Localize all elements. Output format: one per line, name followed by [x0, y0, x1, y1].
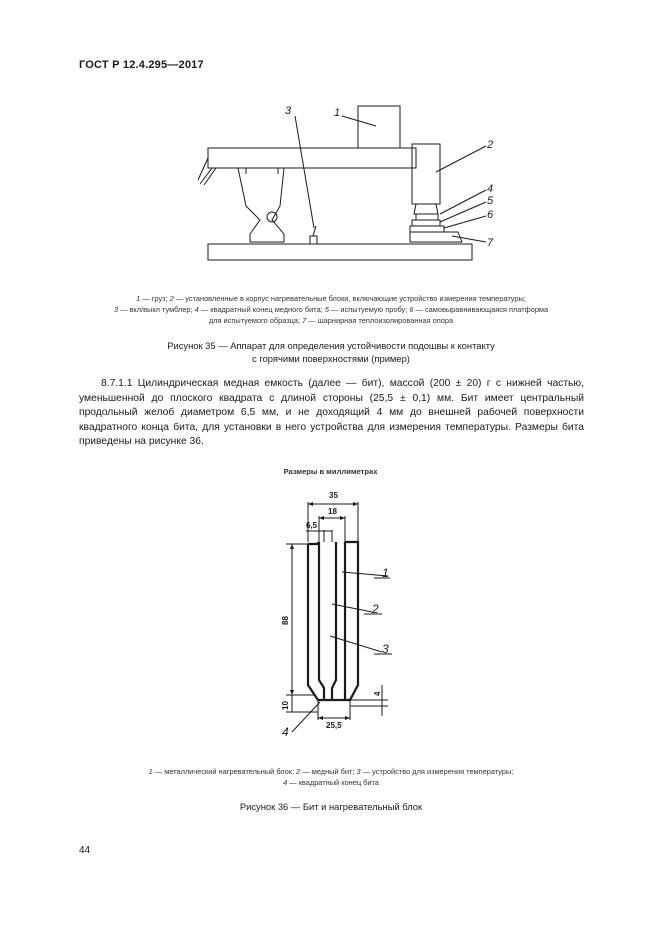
toggle-switch [310, 236, 317, 244]
figure-36-legend: 1 — металлический нагревательный блок; 2 — медный бит; 3 — устройство для измерения температуры; 4 — квадратный конец бита [148, 767, 514, 787]
callout-36-3: 3 [382, 642, 389, 656]
page-number: 44 [79, 845, 91, 856]
figure-36-title: Рисунок 36 — Бит и нагревательный блок [239, 801, 423, 812]
figure-36-drawing [270, 480, 400, 742]
page-header: ГОСТ Р 12.4.295—2017 [79, 59, 204, 71]
base-plate [208, 244, 472, 260]
callout-2: 2 [487, 139, 494, 151]
hinged-support [410, 232, 462, 242]
body-paragraph: 8.7.1.1 Цилиндрическая медная емкость (далее — бит), массой (200 ± 20) г с нижней частью, уменьшенной до плоского квадрата с длиной стороны (25,5 ± 0,1) мм. Бит имеет центральный продольный желоб диаметром 6,5 мм, и не доходящий 4 мм до внешней рабочей поверхности квадратного конца бита, для установки в него устройства для измерения температуры. Размеры бита приведены на рисунке 36. [79, 378, 584, 447]
beam [208, 148, 416, 168]
heater-block-outline [308, 542, 358, 700]
left-support [238, 168, 284, 242]
callout-3: 3 [285, 105, 292, 117]
figure-35-drawing [190, 96, 494, 266]
callout-1: 1 [334, 107, 341, 119]
figure-35-title: Рисунок 35 — Аппарат для определения устойчивости подошвы к контакту с горячими поверхностями (пример) [167, 340, 495, 364]
callout-36-4: 4 [282, 725, 289, 739]
dim-4-label: 4 [373, 691, 382, 696]
weight-block [358, 106, 400, 148]
units-note: Размеры в миллиметрах [283, 467, 378, 476]
callout-7: 7 [487, 237, 494, 249]
dim-88-label: 88 [281, 616, 290, 625]
callout-4: 4 [487, 183, 494, 195]
callout-6: 6 [487, 209, 494, 221]
dim-18-label: 18 [328, 507, 337, 516]
callout-36-1: 1 [382, 566, 389, 580]
callout-5: 5 [487, 195, 494, 207]
figure-35-callouts [285, 105, 494, 249]
dim-25-5-label: 25,5 [326, 721, 342, 730]
legend-num: 1 [136, 294, 141, 303]
callout-36-2: 2 [372, 602, 379, 616]
figure-35-legend: 1 — груз; 2 — установленные в корпус нагревательные блоки, включающие устройство измерения температуры; 3 — вкл/выкл тумблер; 4 — квадратный конец медного бита; 5 — испытуемую пробу; 6 — самовыравнивающаяся платформа для испытуемого образца; 7 — шарнирная теплоизолированная опора [113, 294, 549, 325]
dim-6-5-label: 6,5 [306, 521, 318, 530]
dim-10-label: 10 [281, 701, 290, 710]
dim-35-label: 35 [329, 491, 338, 500]
